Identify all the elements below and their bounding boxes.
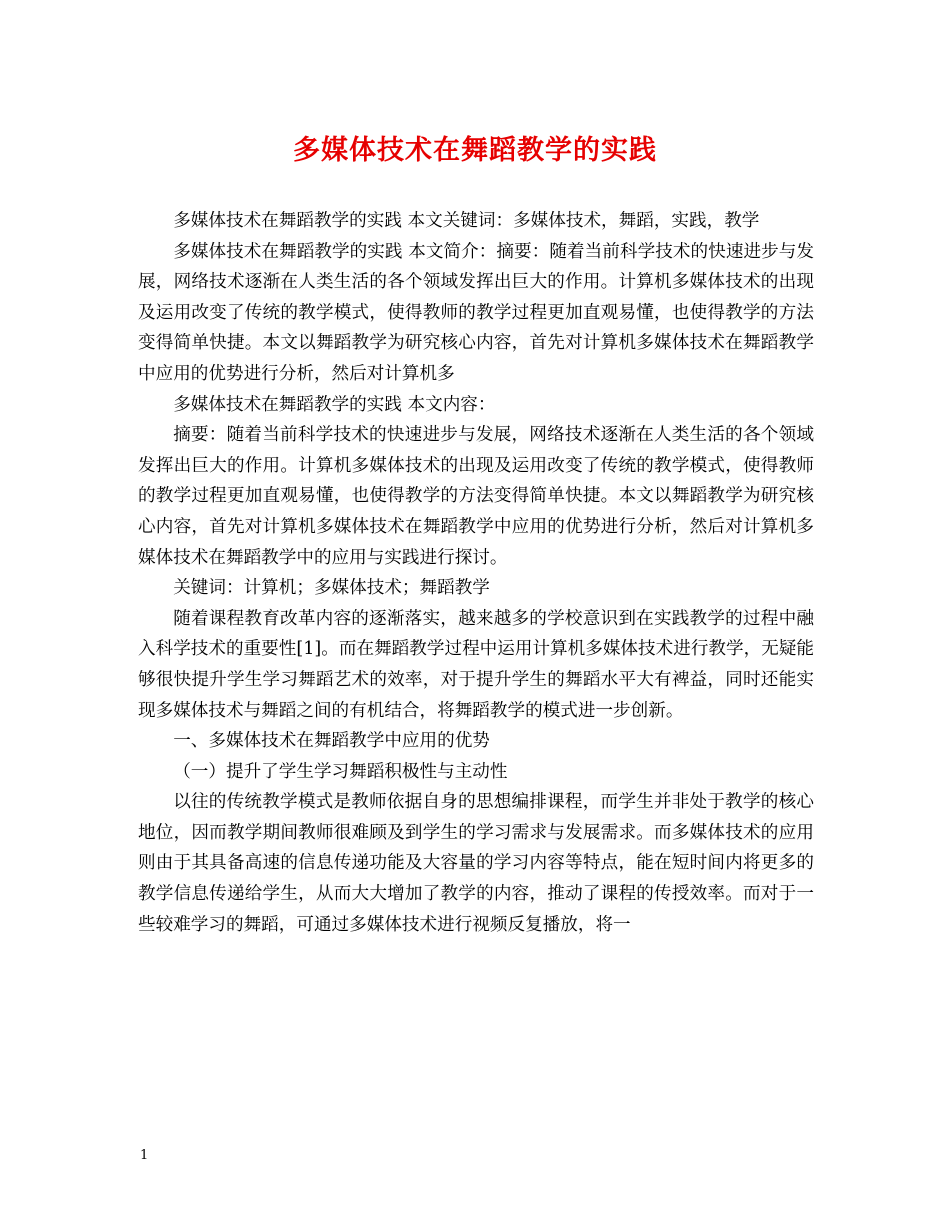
document-title: 多媒体技术在舞蹈教学的实践 bbox=[293, 135, 657, 166]
subsection-heading-1: （一）提升了学生学习舞蹈积极性与主动性 bbox=[173, 761, 508, 782]
paragraph-keywords-intro: 多媒体技术在舞蹈教学的实践 本文关键词：多媒体技术，舞蹈，实践，教学 bbox=[173, 211, 760, 231]
paragraph-content-intro: 多媒体技术在舞蹈教学的实践 本文内容： bbox=[173, 394, 496, 415]
paragraph-introduction: 随着课程教育改革内容的逐渐落实，越来越多的学校意识到在实践教学的过程中融入科学技术的重要性[1]。而在舞蹈教学过程中运用计算机多媒体技术进行教学，无疑能够很快提升学生学习舞蹈艺术的效率，对于提升学生的舞蹈水平大有裨益，同时还能实现多媒体技术与舞蹈之间的有机结合，将舞蹈教学的模式进一步创新。 bbox=[138, 608, 814, 721]
document-body bbox=[138, 206, 814, 940]
paragraph-abstract: 摘要：随着当前科学技术的快速进步与发展，网络技术逐渐在人类生活的各个领域发挥出巨大的作用。计算机多媒体技术的出现及运用改变了传统的教学模式，使得教师的教学过程更加直观易懂，也使得教学的方法变得简单快捷。本文以舞蹈教学为研究核心内容，首先对计算机多媒体技术在舞蹈教学中应用的优势进行分析，然后对计算机多媒体技术在舞蹈教学中的应用与实践进行探讨。 bbox=[138, 425, 814, 568]
section-heading-1: 一、多媒体技术在舞蹈教学中应用的优势 bbox=[173, 731, 490, 752]
paragraph-keywords: 关键词：计算机；多媒体技术；舞蹈教学 bbox=[173, 578, 490, 599]
paragraph-section-1-body: 以往的传统教学模式是教师依据自身的思想编排课程，而学生并非处于教学的核心地位，因而教学期间教师很难顾及到学生的学习需求与发展需求。而多媒体技术的应用则由于其具备高速的信息传递功能及大容量的学习内容等特点，能在短时间内将更多的教学信息传递给学生，从而大大增加了教学的内容，推动了课程的传授效率。而对于一些较难学习的舞蹈，可通过多媒体技术进行视频反复播放，将一 bbox=[138, 792, 814, 935]
page-number: 1 bbox=[140, 1148, 149, 1163]
paragraph-summary-intro: 多媒体技术在舞蹈教学的实践 本文简介：摘要：随着当前科学技术的快速进步与发展，网络技术逐渐在人类生活的各个领域发挥出巨大的作用。计算机多媒体技术的出现及运用改变了传统的教学模式，使得教师的教学过程更加直观易懂，也使得教学的方法变得简单快捷。本文以舞蹈教学为研究核心内容，首先对计算机多媒体技术在舞蹈教学中应用的优势进行分析，然后对计算机多 bbox=[138, 241, 814, 384]
